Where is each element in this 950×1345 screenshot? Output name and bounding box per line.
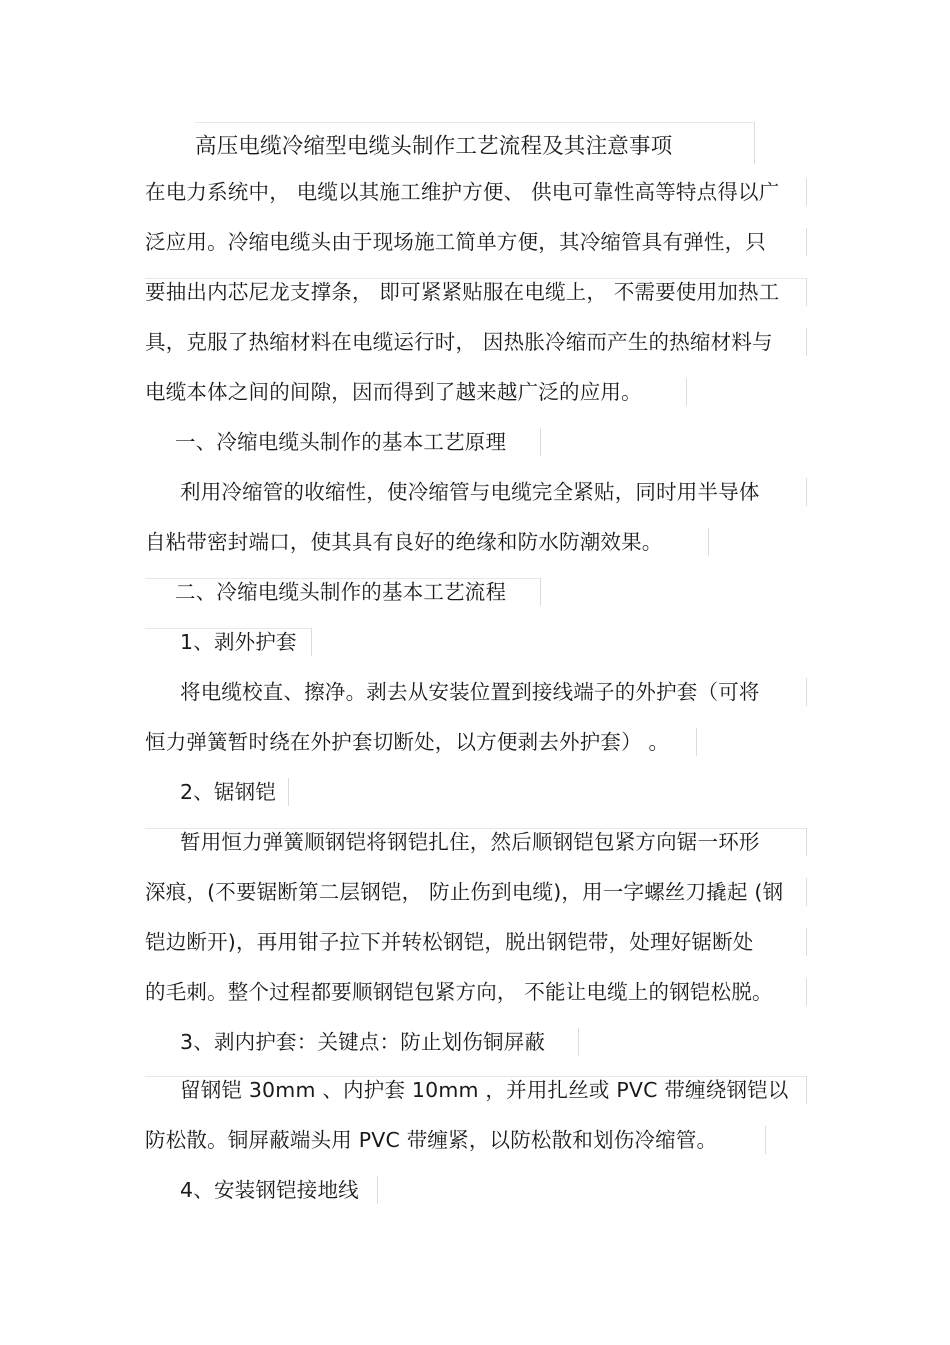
layout-rule bbox=[696, 728, 697, 756]
step-heading: 3、剥内护套：关键点：防止划伤铜屏蔽 bbox=[180, 1030, 546, 1054]
layout-rule bbox=[806, 278, 807, 306]
step-heading: 1、剥外护套 bbox=[180, 630, 297, 654]
paragraph-line: 恒力弹簧暂时绕在外护套切断处，以方便剥去外护套） 。 bbox=[145, 730, 670, 754]
layout-rule bbox=[806, 178, 807, 206]
paragraph-line: 泛应用。冷缩电缆头由于现场施工简单方便，其冷缩管具有弹性，只 bbox=[145, 230, 766, 254]
paragraph-line: 留钢铠 30mm 、内护套 10mm ，并用扎丝或 PVC 带缠绕钢铠以 bbox=[180, 1078, 789, 1102]
paragraph-line: 要抽出内芯尼龙支撑条， 即可紧紧贴服在电缆上， 不需要使用加热工 bbox=[145, 280, 780, 304]
paragraph-line: 电缆本体之间的间隙，因而得到了越来越广泛的应用。 bbox=[145, 380, 642, 404]
paragraph-line: 自粘带密封端口，使其具有良好的绝缘和防水防潮效果。 bbox=[145, 530, 663, 554]
paragraph-line: 的毛刺。整个过程都要顺钢铠包紧方向， 不能让电缆上的钢铠松脱。 bbox=[145, 980, 773, 1004]
layout-rule bbox=[806, 478, 807, 506]
layout-rule bbox=[806, 328, 807, 356]
layout-rule bbox=[686, 378, 687, 406]
layout-rule bbox=[540, 428, 541, 456]
layout-rule bbox=[806, 228, 807, 256]
layout-rule bbox=[540, 578, 541, 606]
layout-rule bbox=[806, 1076, 807, 1104]
layout-rule bbox=[806, 828, 807, 856]
layout-rule bbox=[195, 122, 755, 123]
layout-rule bbox=[578, 1028, 579, 1056]
paragraph-line: 将电缆校直、擦净。剥去从安装位置到接线端子的外护套（可将 bbox=[180, 680, 760, 704]
paragraph-line: 铠边断开)，再用钳子拉下并转松钢铠，脱出钢铠带，处理好锯断处 bbox=[145, 930, 754, 954]
layout-rule bbox=[754, 122, 755, 164]
layout-rule bbox=[708, 528, 709, 556]
paragraph-line: 暂用恒力弹簧顺钢铠将钢铠扎住，然后顺钢铠包紧方向锯一环形 bbox=[180, 830, 760, 854]
paragraph-line: 在电力系统中， 电缆以其施工维护方便、 供电可靠性高等特点得以广 bbox=[145, 180, 780, 204]
layout-rule bbox=[806, 678, 807, 706]
paragraph-line: 防松散。铜屏蔽端头用 PVC 带缠紧，以防松散和划伤冷缩管。 bbox=[145, 1128, 718, 1152]
layout-rule bbox=[377, 1176, 378, 1204]
paragraph-line: 深痕，(不要锯断第二层钢铠， 防止伤到电缆)，用一字螺丝刀撬起 (钢 bbox=[145, 880, 784, 904]
section-heading: 二、冷缩电缆头制作的基本工艺流程 bbox=[175, 580, 507, 604]
paragraph-line: 具，克服了热缩材料在电缆运行时， 因热胀冷缩而产生的热缩材料与 bbox=[145, 330, 773, 354]
paragraph-line: 利用冷缩管的收缩性，使冷缩管与电缆完全紧贴，同时用半导体 bbox=[180, 480, 760, 504]
step-heading: 4、安装钢铠接地线 bbox=[180, 1178, 359, 1202]
layout-rule bbox=[311, 628, 312, 656]
section-heading: 一、冷缩电缆头制作的基本工艺原理 bbox=[175, 430, 507, 454]
step-heading: 2、锯钢铠 bbox=[180, 780, 277, 804]
layout-rule bbox=[806, 928, 807, 956]
layout-rule bbox=[765, 1126, 766, 1154]
document-title: 高压电缆冷缩型电缆头制作工艺流程及其注意事项 bbox=[195, 134, 673, 159]
layout-rule bbox=[806, 878, 807, 906]
layout-rule bbox=[288, 778, 289, 806]
layout-rule bbox=[806, 978, 807, 1006]
